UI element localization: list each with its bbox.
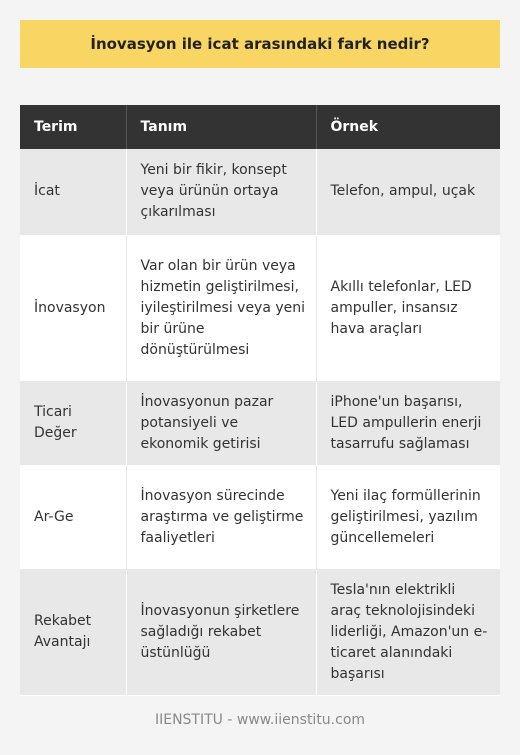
cell-example: Telefon, ampul, uçak <box>316 149 500 235</box>
column-header-definition: Tanım <box>126 105 316 149</box>
cell-term: Ar-Ge <box>20 465 126 569</box>
cell-definition: Yeni bir fikir, konsept veya ürünün ortaya çıkarılması <box>126 149 316 235</box>
column-header-term: Terim <box>20 105 126 149</box>
cell-term: İcat <box>20 149 126 235</box>
cell-definition: İnovasyon sürecinde araştırma ve geliştirme faaliyetleri <box>126 465 316 569</box>
cell-definition: İnovasyonun şirketlere sağladığı rekabet üstünlüğü <box>126 569 316 695</box>
cell-term: İnovasyon <box>20 235 126 381</box>
page-title: İnovasyon ile icat arasındaki fark nedir? <box>90 35 430 53</box>
cell-definition: İnovasyonun pazar potansiyeli ve ekonomik getirisi <box>126 381 316 465</box>
footer-credit: IIENSTITU - www.iienstitu.com <box>154 712 366 728</box>
cell-term: Rekabet Avantajı <box>20 569 126 695</box>
cell-example: iPhone'un başarısı, LED ampullerin enerji tasarrufu sağlaması <box>316 381 500 465</box>
table-row <box>20 235 500 381</box>
cell-example: Yeni ilaç formüllerinin geliştirilmesi, yazılım güncellemeleri <box>316 465 500 569</box>
table-row <box>20 149 500 235</box>
title-banner <box>20 20 500 68</box>
cell-term: Ticari Değer <box>20 381 126 465</box>
cell-example: Akıllı telefonlar, LED ampuller, insansız hava araçları <box>316 235 500 381</box>
table-row <box>20 465 500 569</box>
comparison-table <box>20 105 500 696</box>
cell-example: Tesla'nın elektrikli araç teknolojisindeki liderliği, Amazon'un e-ticaret alanındaki başarısı <box>316 569 500 695</box>
column-header-example: Örnek <box>316 105 500 149</box>
table-row <box>20 569 500 695</box>
table-header-row <box>20 105 500 149</box>
cell-definition: Var olan bir ürün veya hizmetin geliştirilmesi, iyileştirilmesi veya yeni bir ürüne dönüştürülmesi <box>126 235 316 381</box>
table-row <box>20 381 500 465</box>
